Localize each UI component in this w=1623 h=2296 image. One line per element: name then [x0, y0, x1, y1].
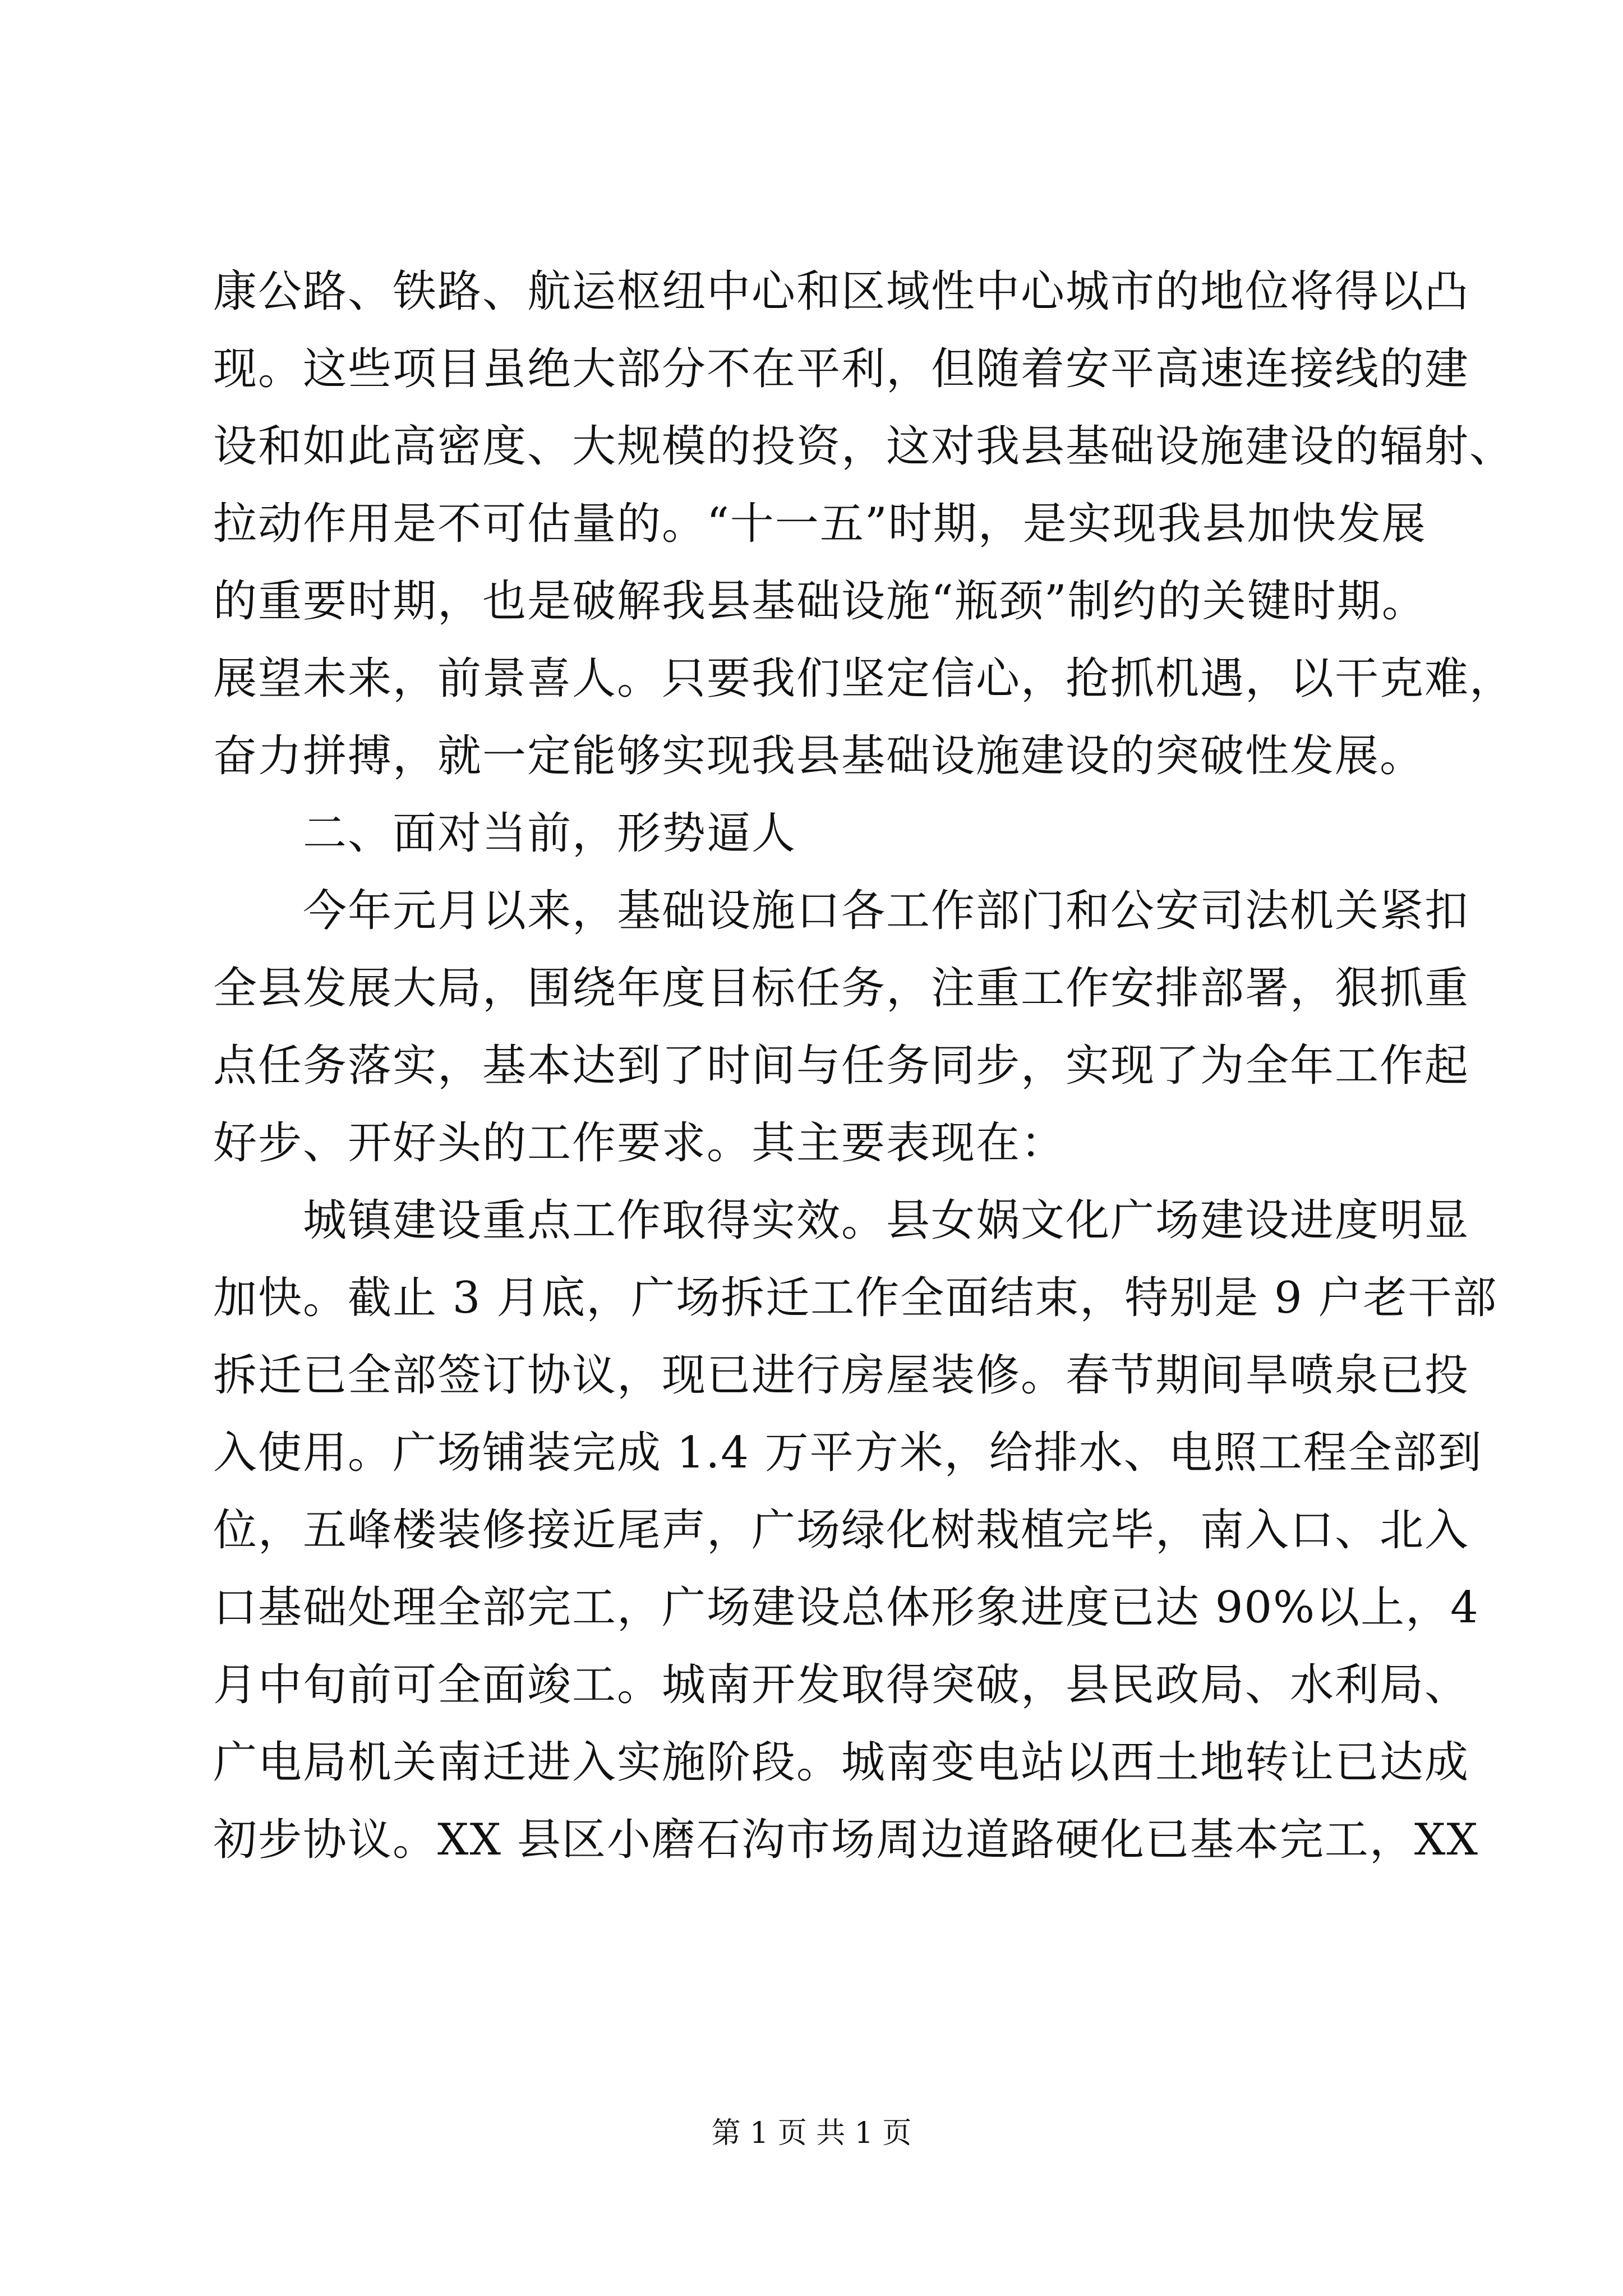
text-line: 城镇建设重点工作取得实效。县女娲文化广场建设进度明显: [303, 1195, 1470, 1246]
text-line: 好步、开好头的工作要求。其主要表现在：: [213, 1118, 1066, 1168]
text-line: 入使用。广场铺装完成 1.4 万平方米，给排水、电照工程全部到: [213, 1428, 1483, 1478]
text-line: 拉动作用是不可估量的。“十一五”时期，是实现我县加快发展: [213, 499, 1427, 549]
page-footer: 第 1 页 共 1 页: [711, 2116, 912, 2150]
text-line: 初步协议。XX 县区小磨石沟市场周边道路硬化已基本完工，XX: [213, 1815, 1479, 1865]
text-line: 加快。截止 3 月底，广场拆迁工作全面结束，特别是 9 户老干部: [213, 1273, 1498, 1323]
text-line: 奋力拼搏，就一定能够实现我县基础设施建设的突破性发展。: [213, 731, 1425, 781]
text-line: 康公路、铁路、航运枢纽中心和区域性中心城市的地位将得以凸: [213, 266, 1470, 317]
section-heading: 二、面对当前，形势逼人: [303, 808, 797, 859]
text-line: 口基础处理全部完工，广场建设总体形象进度已达 90%以上，4: [213, 1582, 1479, 1633]
text-line: 点任务落实，基本达到了时间与任务同步，实现了为全年工作起: [213, 1041, 1470, 1091]
text-line: 设和如此高密度、大规模的投资，这对我县基础设施建设的辐射、: [213, 421, 1515, 472]
text-line: 现。这些项目虽绝大部分不在平利，但随着安平高速连接线的建: [213, 344, 1470, 394]
text-line: 今年元月以来，基础设施口各工作部门和公安司法机关紧扣: [303, 886, 1470, 936]
text-line: 的重要时期，也是破解我县基础设施“瓶颈”制约的关键时期。: [213, 576, 1427, 627]
text-line: 全县发展大局，围绕年度目标任务，注重工作安排部署，狠抓重: [213, 963, 1470, 1014]
text-line: 月中旬前可全面竣工。城南开发取得突破，县民政局、水利局、: [213, 1660, 1470, 1710]
text-line: 位，五峰楼装修接近尾声，广场绿化树栽植完毕，南入口、北入: [213, 1505, 1470, 1556]
text-line: 展望未来，前景喜人。只要我们坚定信心，抢抓机遇，以干克难，: [213, 654, 1515, 704]
text-line: 拆迁已全部签订协议，现已进行房屋装修。春节期间旱喷泉已投: [213, 1350, 1470, 1401]
text-line: 广电局机关南迁进入实施阶段。城南变电站以西土地转让已达成: [213, 1737, 1470, 1788]
